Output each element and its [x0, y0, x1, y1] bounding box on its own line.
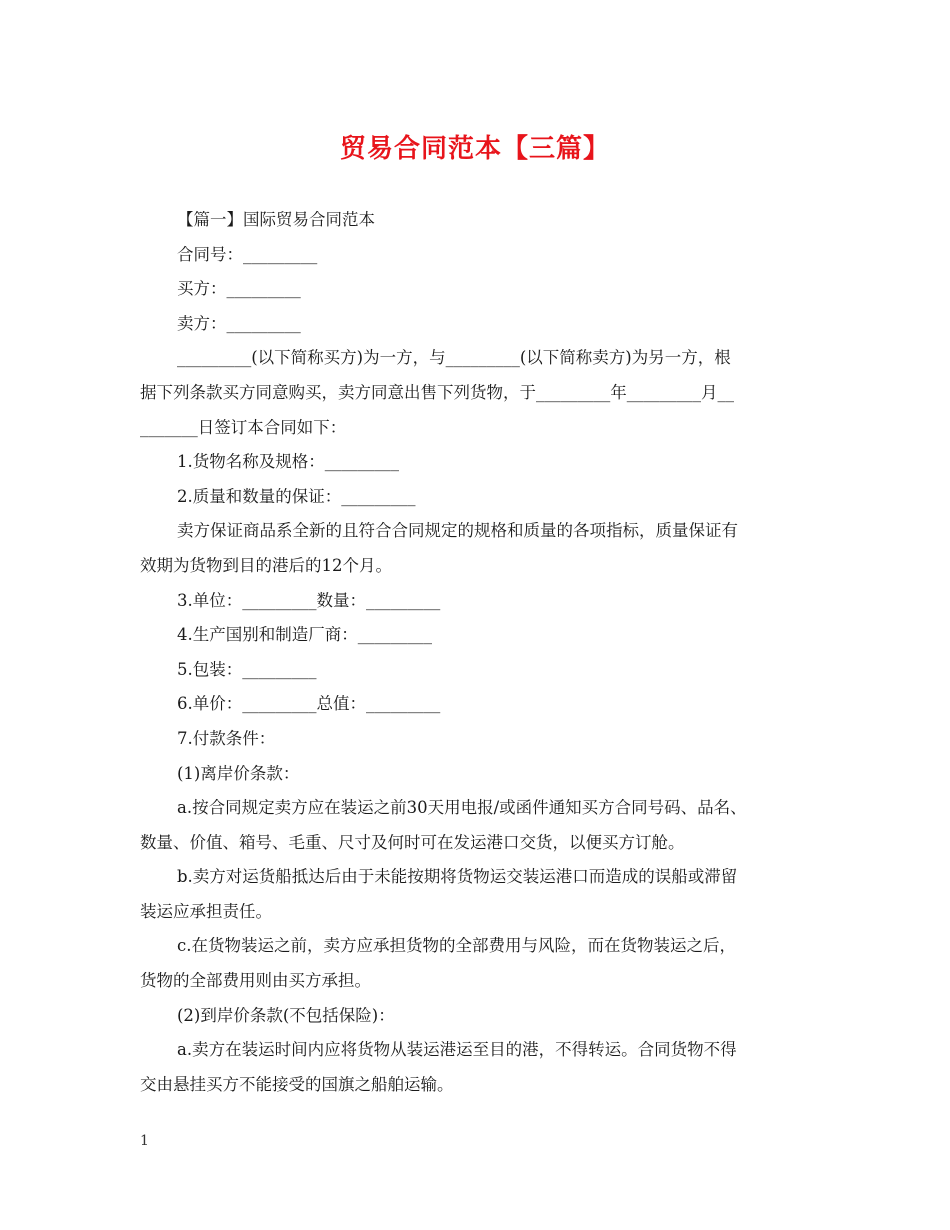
text-line: 装运应承担责任。: [140, 901, 272, 921]
text-line: 货物的全部费用则由买方承担。: [140, 971, 371, 991]
text-line: 数量、价值、箱号、毛重、尺寸及何时可在发运港口交货，以便买方订舱。: [140, 832, 685, 852]
text-line: 3.单位：_________数量：_________: [177, 590, 441, 610]
text-line: 6.单价：_________总值：_________: [177, 694, 441, 714]
text-line: a.卖方在装运时间内应将货物从装运港运至目的港，不得转运。合同货物不得: [177, 1040, 737, 1060]
text-line: b.卖方对运货船抵达后由于未能按期将货物运交装运港口而造成的误船或滞留: [177, 867, 738, 887]
text-line: 2.质量和数量的保证：_________: [177, 486, 416, 506]
text-line: 合同号：_________: [177, 244, 318, 264]
text-line: 4.生产国别和制造厂商：_________: [177, 625, 432, 645]
text-line: 效期为货物到目的港后的12个月。: [140, 555, 392, 575]
text-line: (1)离岸价条款：: [177, 763, 300, 783]
document-title: 贸易合同范本【三篇】: [339, 134, 610, 164]
text-line: 5.包装：_________: [177, 659, 317, 679]
text-line: 【篇一】国际贸易合同范本: [177, 210, 375, 229]
text-line: c.在货物装运之前，卖方应承担货物的全部费用与风险，而在货物装运之后，: [177, 936, 736, 956]
text-line: 1.货物名称及规格：_________: [177, 452, 399, 472]
text-line: 7.付款条件：: [177, 728, 276, 748]
text-line: (2)到岸价条款(不包括保险)：: [177, 1005, 395, 1025]
text-line: a.按合同规定卖方应在装运之前30天用电报/或函件通知买方合同号码、品名、: [177, 798, 747, 818]
text-line: 据下列条款买方同意购买，卖方同意出售下列货物，于_________年_________月__: [140, 382, 734, 402]
text-line: _______日签订本合同如下：: [140, 417, 347, 437]
text-line: 买方：_________: [177, 279, 301, 299]
text-line: _________(以下简称买方)为一方，与_________(以下简称卖方)为另一方，根: [177, 348, 731, 368]
document-body: [140, 203, 812, 1102]
text-line: 卖方保证商品系全新的且符合合同规定的规格和质量的各项指标，质量保证有: [177, 521, 738, 541]
text-line: 交由悬挂买方不能接受的国旗之船舶运输。: [140, 1074, 454, 1094]
text-line: 卖方：_________: [177, 313, 301, 333]
page-number: 1: [140, 1133, 149, 1149]
